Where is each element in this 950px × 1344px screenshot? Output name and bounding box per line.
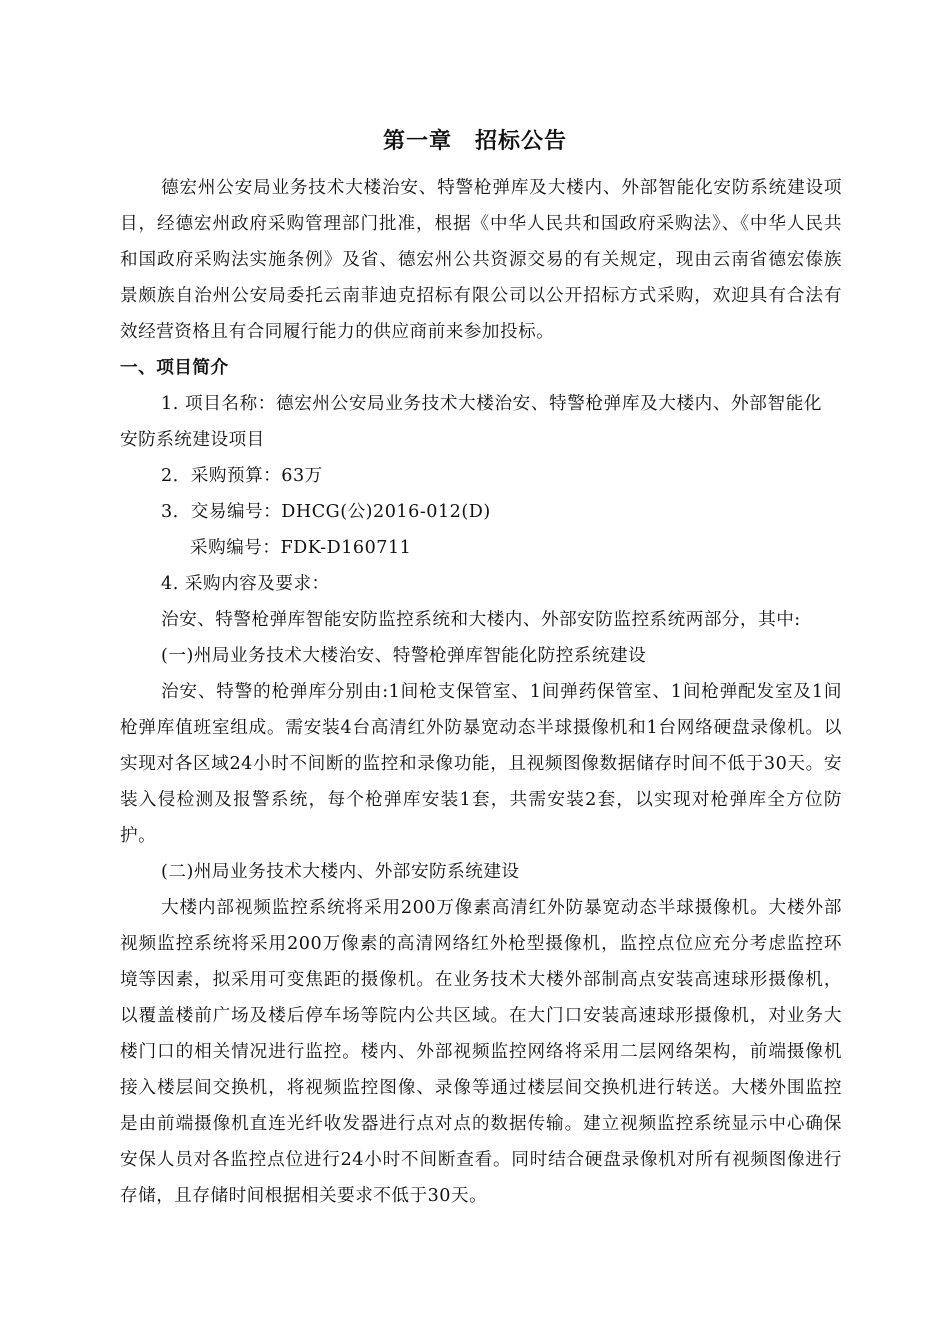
section-heading-project-overview: 一、项目简介 <box>120 358 229 378</box>
armory-paragraph: 治安、特警的枪弹库分别由:1间枪支保管室、1间弹药保管室、1间枪弹配发室及1间枪弹库值班室组成。需安装4台高清红外防暴宽动态半球摄像机和1台网络硬盘录像机。以实现对各区域24小时不间断的监控和录像功能，且视频图像数据储存时间不低于30天。安装入侵检测及报警系统，每个枪弹库安装1套，共需安装2套，以实现对枪弹库全方位防护。 <box>120 682 842 846</box>
item-procurement-content: 4. 采购内容及要求： <box>161 574 330 594</box>
item-procurement-number: 采购编号：FDK-D160711 <box>190 538 412 558</box>
item-budget: 2．采购预算：63万 <box>161 466 323 486</box>
procurement-content-summary: 治安、特警枪弹库智能安防监控系统和大楼内、外部安防监控系统两部分，其中: <box>161 610 801 630</box>
page-title: 第一章 招标公告 <box>382 129 567 154</box>
item-project-name: 1. 项目名称：德宏州公安局业务技术大楼治安、特警枪弹库及大楼内、外部智能化安防系统建设项目 <box>120 394 822 450</box>
building-paragraph: 大楼内部视频监控系统将采用200万像素高清红外防暴宽动态半球摄像机。大楼外部视频监控系统将采用200万像素的高清网络红外枪型摄像机，监控点位应充分考虑监控环境等因素，拟采用可变焦距的摄像机。在业务技术大楼外部制高点安装高速球形摄像机，以覆盖楼前广场及楼后停车场等院内公共区域。在大门口安装高速球形摄像机，对业务大楼门口的相关情况进行监控。楼内、外部视频监控网络将采用二层网络架构，前端摄像机接入楼层间交换机，将视频监控图像、录像等通过楼层间交换机进行转送。大楼外围监控是由前端摄像机直连光纤收发器进行点对点的数据传输。建立视频监控系统显示中心确保安保人员对各监控点位进行24小时不间断查看。同时结合硬盘录像机对所有视频图像进行存储，且存储时间根据相关要求不低于30天。 <box>120 898 842 1206</box>
item-transaction-number: 3．交易编号：DHCG(公)2016-012(D) <box>161 502 491 522</box>
subsection-heading-building: (二)州局业务技术大楼内、外部安防系统建设 <box>161 862 520 882</box>
intro-paragraph: 德宏州公安局业务技术大楼治安、特警枪弹库及大楼内、外部智能化安防系统建设项目，经德宏州政府采购管理部门批准，根据《中华人民共和国政府采购法》、《中华人民共和国政府采购法实施条例》及省、德宏州公共资源交易的有关规定，现由云南省德宏傣族景颇族自治州公安局委托云南菲迪克招标有限公司以公开招标方式采购，欢迎具有合法有效经营资格且有合同履行能力的供应商前来参加投标。 <box>120 178 842 342</box>
subsection-heading-armory: (一)州局业务技术大楼治安、特警枪弹库智能化防控系统建设 <box>161 646 647 666</box>
